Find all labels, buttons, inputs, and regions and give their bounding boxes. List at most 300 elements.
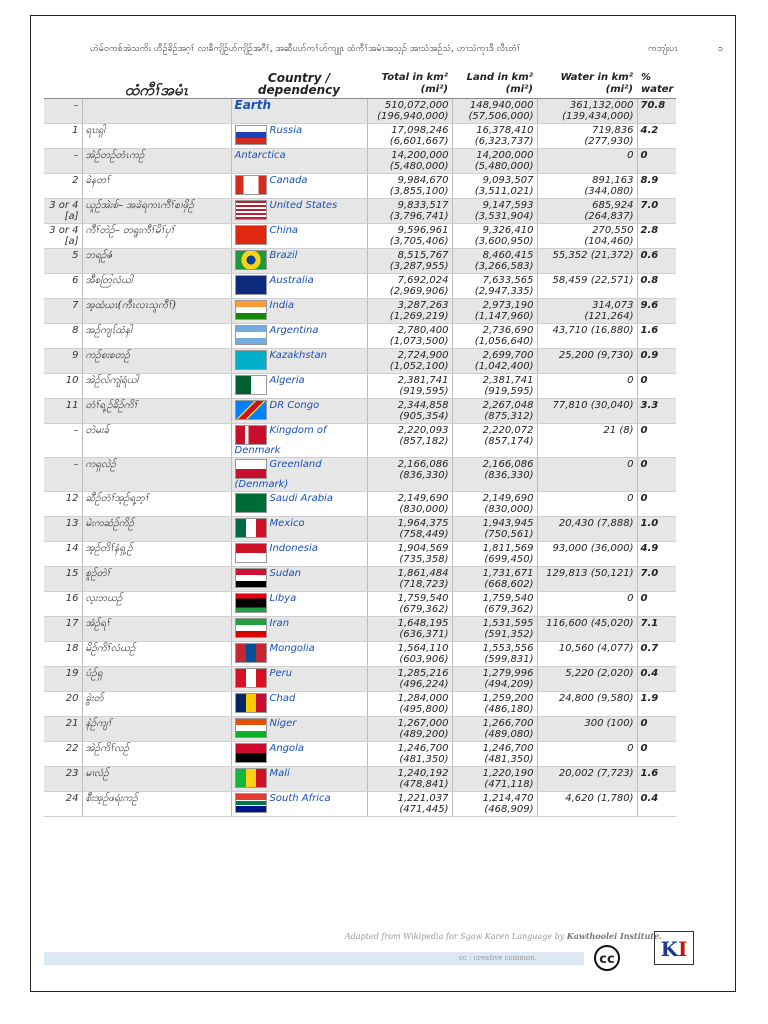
water-area-cell: [537, 224, 637, 249]
percent-water-cell: [637, 224, 676, 249]
table-row: [44, 374, 676, 399]
total-area-cell-text: 1,964,375 (758,449): [397, 518, 449, 540]
percent-water-cell-text: 7.1: [640, 618, 659, 629]
land-area-cell: [452, 792, 537, 817]
country-cell[interactable]: [231, 642, 367, 667]
local-name-cell-text: အံဉ်ရၢ်: [85, 618, 111, 629]
country-link[interactable]: Kingdom of Denmark: [234, 425, 327, 456]
country-link[interactable]: Mexico: [269, 518, 305, 529]
table-header-row: [44, 70, 676, 99]
land-area-cell: [452, 542, 537, 567]
country-link[interactable]: Algeria: [269, 375, 305, 386]
total-area-cell: [367, 299, 452, 324]
license-text: cc : creative common.: [459, 954, 537, 962]
percent-water-cell: [637, 424, 676, 458]
total-area-cell-text: 2,724,900 (1,052,100): [389, 350, 449, 372]
total-area-cell: [367, 567, 452, 592]
rank-cell-text: 13: [65, 518, 79, 529]
total-area-cell-text: 1,285,216 (496,224): [397, 668, 449, 690]
percent-water-cell: [637, 249, 676, 274]
land-area-cell-text: 2,149,690 (830,000): [482, 493, 534, 515]
rank-cell-text: 11: [65, 400, 79, 411]
country-cell[interactable]: [231, 492, 367, 517]
local-name-cell: [82, 692, 231, 717]
land-area-cell: [452, 99, 537, 124]
percent-water-cell-text: 1.6: [640, 768, 659, 779]
country-cell[interactable]: [231, 174, 367, 199]
rank-cell-text: 10: [65, 375, 79, 386]
water-area-cell: [537, 174, 637, 199]
creative-commons-icon: cc: [594, 945, 620, 971]
country-cell[interactable]: [231, 124, 367, 149]
land-area-cell-text: 1,246,700 (481,350): [482, 743, 534, 765]
country-link[interactable]: Greenland (Denmark): [234, 459, 322, 490]
rank-cell: [44, 99, 82, 124]
country-link[interactable]: Angola: [269, 743, 305, 754]
local-name-cell: [82, 149, 231, 174]
water-area-cell: [537, 792, 637, 817]
rank-cell-text: 15: [65, 568, 79, 579]
footer-credit-org: Kawthoolei Institute.: [566, 931, 662, 941]
water-area-cell-text: 77,810 (30,040): [552, 400, 634, 411]
header-water[interactable]: Water in km² (mi²): [537, 70, 637, 99]
local-name-cell-text: အဲဉ်ကိၢ်လဉ်: [85, 743, 130, 754]
flag-icon: [235, 568, 267, 588]
land-area-cell-text: 9,326,410 (3,600,950): [474, 225, 534, 247]
country-cell[interactable]: [231, 592, 367, 617]
total-area-cell: [367, 667, 452, 692]
country-cell[interactable]: [231, 517, 367, 542]
percent-water-cell: [637, 717, 676, 742]
table-row: [44, 667, 676, 692]
flag-icon: [235, 518, 267, 538]
local-name-cell-text: အဲဉ်တဉ်တံၤကဉ်: [85, 150, 145, 161]
country-cell[interactable]: [231, 767, 367, 792]
country-link[interactable]: Brazil: [269, 250, 298, 261]
land-area-cell: [452, 567, 537, 592]
rank-cell: [44, 399, 82, 424]
country-cell[interactable]: [231, 199, 367, 224]
country-link[interactable]: Niger: [269, 718, 297, 729]
table-row: [44, 249, 676, 274]
percent-water-cell-text: 1.0: [640, 518, 659, 529]
country-cell[interactable]: [231, 399, 367, 424]
country-cell[interactable]: [231, 299, 367, 324]
rank-cell: [44, 424, 82, 458]
total-area-cell: [367, 374, 452, 399]
flag-icon: [235, 743, 267, 763]
land-area-cell-text: 1,220,190 (471,118): [482, 768, 534, 790]
local-name-cell: [82, 458, 231, 492]
total-area-cell-text: 1,564,110 (603,906): [397, 643, 449, 665]
local-name-cell-text: အီစတြလံယါ: [85, 275, 133, 286]
header-percent-water[interactable]: % water: [637, 70, 676, 99]
land-area-cell-text: 16,378,410 (6,323,737): [474, 125, 534, 147]
country-cell[interactable]: [231, 617, 367, 642]
country-cell[interactable]: [231, 274, 367, 299]
country-cell[interactable]: [231, 542, 367, 567]
local-name-cell: [82, 349, 231, 374]
percent-water-cell-text: 7.0: [640, 200, 659, 211]
water-area-cell-text: 20,430 (7,888): [558, 518, 634, 529]
table-row: [44, 149, 676, 174]
land-area-cell-text: 2,699,700 (1,042,400): [474, 350, 534, 372]
percent-water-cell: [637, 567, 676, 592]
local-name-cell-text: ကီၢ်တဲဉ်– တရူးကီၢ်မိၢ်ပှၢ်: [85, 225, 175, 236]
total-area-cell: [367, 274, 452, 299]
local-name-cell-text: ဘရဉ်ဇံ: [85, 250, 113, 261]
percent-water-cell: [637, 592, 676, 617]
rank-cell-text: 7: [72, 300, 79, 311]
land-area-cell: [452, 149, 537, 174]
percent-water-cell-text: 4.2: [640, 125, 659, 136]
water-area-cell-text: 43,710 (16,880): [552, 325, 634, 336]
flag-icon: [235, 175, 267, 195]
rank-cell-text: 24: [65, 793, 79, 804]
water-area-cell-text: 270,550 (104,460): [584, 225, 634, 247]
table-row: [44, 224, 676, 249]
total-area-cell: [367, 767, 452, 792]
water-area-cell: [537, 642, 637, 667]
country-cell[interactable]: [231, 792, 367, 817]
rank-cell: [44, 767, 82, 792]
country-cell[interactable]: [231, 349, 367, 374]
rank-cell: [44, 324, 82, 349]
table-row: [44, 717, 676, 742]
water-area-cell-text: 58,459 (22,571): [552, 275, 634, 286]
water-area-cell: [537, 517, 637, 542]
rank-cell: [44, 667, 82, 692]
land-area-cell-text: 9,093,507 (3,511,021): [474, 175, 534, 197]
header-land[interactable]: Land in km² (mi²): [452, 70, 537, 99]
country-cell[interactable]: [231, 567, 367, 592]
total-area-cell: [367, 224, 452, 249]
total-area-cell: [367, 642, 452, 667]
local-name-cell-text: စီးအ့ဉ်ဖရံးကဉ်: [85, 793, 138, 804]
country-link[interactable]: Kazakhstan: [269, 350, 327, 361]
local-name-cell: [82, 717, 231, 742]
local-name-cell-text: ခွဲးတ်: [85, 693, 104, 704]
rank-cell-text: 8: [72, 325, 79, 336]
table-row: [44, 324, 676, 349]
country-cell[interactable]: [231, 249, 367, 274]
total-area-cell-text: 8,515,767 (3,287,955): [389, 250, 449, 272]
local-name-cell-text: တံၢ်ရ့ဉ်ခိဉ်ကိၢ်: [85, 400, 138, 411]
flag-icon: [235, 543, 267, 563]
percent-water-cell-text: 0.8: [640, 275, 659, 286]
water-area-cell: [537, 399, 637, 424]
table-row: [44, 274, 676, 299]
table-row: [44, 124, 676, 149]
flag-icon: [235, 250, 267, 270]
rank-cell: [44, 542, 82, 567]
water-area-cell: [537, 742, 637, 767]
local-name-cell: [82, 642, 231, 667]
percent-water-cell: [637, 149, 676, 174]
rank-cell: [44, 174, 82, 199]
local-name-cell: [82, 399, 231, 424]
country-cell[interactable]: [231, 324, 367, 349]
land-area-cell: [452, 592, 537, 617]
flag-icon: [235, 200, 267, 220]
percent-water-cell-text: 0: [640, 718, 648, 729]
total-area-cell-text: 1,648,195 (636,371): [397, 618, 449, 640]
land-area-cell-text: 1,531,595 (591,352): [482, 618, 534, 640]
country-link[interactable]: Antarctica: [234, 150, 286, 161]
percent-water-cell: [637, 299, 676, 324]
header-total[interactable]: Total in km² (mi²): [367, 70, 452, 99]
water-area-cell-text: 0: [627, 493, 634, 504]
table-row: [44, 567, 676, 592]
percent-water-cell-text: 0.4: [640, 668, 659, 679]
water-area-cell: [537, 299, 637, 324]
table-row: [44, 199, 676, 224]
water-area-cell: [537, 374, 637, 399]
country-link[interactable]: China: [269, 225, 299, 236]
rank-cell-text: 5: [72, 250, 79, 261]
rank-cell-text: 3 or 4 [a]: [49, 225, 79, 247]
rank-cell: [44, 742, 82, 767]
local-name-cell: [82, 492, 231, 517]
land-area-cell-text: 1,266,700 (489,080): [482, 718, 534, 740]
flag-icon: [235, 718, 267, 738]
country-cell[interactable]: [231, 667, 367, 692]
total-area-cell: [367, 349, 452, 374]
water-area-cell: [537, 767, 637, 792]
local-name-cell: [82, 542, 231, 567]
country-link[interactable]: Iran: [269, 618, 290, 629]
country-link[interactable]: Libya: [269, 593, 297, 604]
water-area-cell: [537, 492, 637, 517]
table-row: [44, 424, 676, 458]
country-cell[interactable]: [231, 692, 367, 717]
local-name-cell: [82, 374, 231, 399]
country-link[interactable]: Indonesia: [269, 543, 318, 554]
header-chapter: ကဘျံးပၤ: [648, 44, 678, 54]
table-row: [44, 592, 676, 617]
kawthoolei-institute-logo: KI: [654, 931, 694, 965]
local-name-cell: [82, 767, 231, 792]
water-area-cell-text: 0: [627, 375, 634, 386]
local-name-cell-text: လ့းဘယဉ်: [85, 593, 123, 604]
water-area-cell: [537, 458, 637, 492]
flag-icon: [235, 375, 267, 395]
land-area-cell-text: 1,731,671 (668,602): [482, 568, 534, 590]
land-area-cell-text: 8,460,415 (3,266,583): [474, 250, 534, 272]
header-local-name: ထံကီၢ်အမံၤ: [82, 70, 231, 99]
rank-cell-text: 17: [65, 618, 79, 629]
country-link[interactable]: Russia: [269, 125, 303, 136]
percent-water-cell: [637, 324, 676, 349]
local-name-cell-text: မိဉ်ကိၢ်လံယဉ်: [85, 643, 136, 654]
percent-water-cell-text: 4.9: [640, 543, 659, 554]
total-area-cell: [367, 458, 452, 492]
table-row: [44, 767, 676, 792]
header-page-number: ၁: [718, 44, 724, 54]
footer-credit-text: Adapted from Wikipedia for Sgaw Karen Language by: [345, 932, 565, 941]
country-cell[interactable]: [231, 458, 367, 492]
rank-cell-text: 18: [65, 643, 79, 654]
percent-water-cell: [637, 642, 676, 667]
country-link[interactable]: Argentina: [269, 325, 319, 336]
percent-water-cell: [637, 199, 676, 224]
land-area-cell-text: 1,259,200 (486,180): [482, 693, 534, 715]
rank-cell: [44, 224, 82, 249]
percent-water-cell-text: 0: [640, 375, 648, 386]
land-area-cell: [452, 249, 537, 274]
country-link[interactable]: Canada: [269, 175, 308, 186]
country-link[interactable]: Saudi Arabia: [269, 493, 333, 504]
header-country[interactable]: Country / dependency: [231, 70, 367, 99]
flag-icon: [235, 793, 267, 813]
total-area-cell-text: 1,904,569 (735,358): [397, 543, 449, 565]
land-area-cell-text: 1,759,540 (679,362): [482, 593, 534, 615]
percent-water-cell-text: 1.6: [640, 325, 659, 336]
flag-icon: [235, 668, 267, 688]
table-row: [44, 99, 676, 124]
water-area-cell-text: 25,200 (9,730): [558, 350, 634, 361]
water-area-cell: [537, 717, 637, 742]
land-area-cell: [452, 224, 537, 249]
percent-water-cell: [637, 767, 676, 792]
local-name-cell: [82, 124, 231, 149]
percent-water-cell-text: 70.8: [640, 100, 666, 111]
country-cell[interactable]: [231, 224, 367, 249]
percent-water-cell-text: 0: [640, 593, 648, 604]
land-area-cell-text: 1,811,569 (699,450): [482, 543, 534, 565]
water-area-cell-text: 21 (8): [603, 425, 634, 436]
local-name-cell-text: အ့ဉ်တိၢ်နံရှ့ဉ်: [85, 543, 133, 554]
percent-water-cell: [637, 742, 676, 767]
rank-cell: [44, 199, 82, 224]
footer-credit: [345, 931, 662, 941]
local-name-cell: [82, 667, 231, 692]
rank-cell-text: 12: [65, 493, 79, 504]
total-area-cell: [367, 517, 452, 542]
land-area-cell-text: 148,940,000 (57,506,000): [468, 100, 534, 122]
rank-cell: [44, 617, 82, 642]
water-area-cell: [537, 667, 637, 692]
water-area-cell-text: 5,220 (2,020): [565, 668, 634, 679]
local-name-cell-text: ကဉ်စးစတဉ်: [85, 350, 130, 361]
country-cell[interactable]: [231, 742, 367, 767]
rank-cell-text: 2: [72, 175, 79, 186]
land-area-cell: [452, 424, 537, 458]
percent-water-cell: [637, 692, 676, 717]
total-area-cell-text: 9,833,517 (3,796,741): [389, 200, 449, 222]
country-cell[interactable]: [231, 374, 367, 399]
country-cell[interactable]: [231, 99, 367, 124]
local-name-cell: [82, 424, 231, 458]
country-link[interactable]: Earth: [234, 98, 271, 112]
water-area-cell: [537, 567, 637, 592]
local-name-cell: [82, 567, 231, 592]
water-area-cell-text: 891,163 (344,080): [584, 175, 634, 197]
water-area-cell-text: 116,600 (45,020): [546, 618, 634, 629]
total-area-cell-text: 1,759,540 (679,362): [397, 593, 449, 615]
total-area-cell: [367, 692, 452, 717]
percent-water-cell: [637, 492, 676, 517]
rank-cell-text: 3 or 4 [a]: [49, 200, 79, 222]
water-area-cell: [537, 199, 637, 224]
percent-water-cell-text: 0: [640, 150, 648, 161]
table-row: [44, 617, 676, 642]
flag-icon: [235, 225, 267, 245]
total-area-cell-text: 2,220,093 (857,182): [397, 425, 449, 447]
country-link[interactable]: Peru: [269, 668, 293, 679]
country-link[interactable]: South Africa: [269, 793, 331, 804]
rank-cell: [44, 692, 82, 717]
total-area-cell-text: 1,861,484 (718,723): [397, 568, 449, 590]
local-name-cell: [82, 592, 231, 617]
country-link[interactable]: Sudan: [269, 568, 301, 579]
local-name-cell-text: ခဲနတၢ်: [85, 175, 111, 186]
percent-water-cell-text: 3.3: [640, 400, 659, 411]
total-area-cell-text: 1,267,000 (489,200): [397, 718, 449, 740]
table-row: [44, 299, 676, 324]
percent-water-cell: [637, 99, 676, 124]
percent-water-cell-text: 2.8: [640, 225, 659, 236]
local-name-cell-text: ပံဉ်ရှ: [85, 668, 103, 679]
rank-cell-text: 6: [72, 275, 79, 286]
land-area-cell: [452, 299, 537, 324]
country-link[interactable]: United States: [269, 200, 338, 211]
rank-cell: [44, 149, 82, 174]
water-area-cell: [537, 149, 637, 174]
percent-water-cell-text: 1.9: [640, 693, 659, 704]
table-row: [44, 642, 676, 667]
flag-icon: [235, 593, 267, 613]
table-row: [44, 517, 676, 542]
land-area-cell: [452, 667, 537, 692]
water-area-cell-text: 0: [627, 150, 634, 161]
country-link[interactable]: DR Congo: [269, 400, 320, 411]
total-area-cell: [367, 149, 452, 174]
percent-water-cell-text: 7.0: [640, 568, 659, 579]
country-cell[interactable]: [231, 149, 367, 174]
country-cell[interactable]: [231, 717, 367, 742]
local-name-cell-text: အဉ်ကျၤ်ထံနါ: [85, 325, 132, 336]
country-link[interactable]: Chad: [269, 693, 296, 704]
percent-water-cell-text: 8.9: [640, 175, 659, 186]
flag-icon: [235, 300, 267, 320]
land-area-cell: [452, 642, 537, 667]
rank-cell: [44, 124, 82, 149]
total-area-cell-text: 2,166,086 (836,330): [397, 459, 449, 481]
rank-cell: [44, 592, 82, 617]
local-name-cell: [82, 99, 231, 124]
land-area-cell-text: 1,553,556 (599,831): [482, 643, 534, 665]
flag-icon: [235, 325, 267, 345]
water-area-cell-text: 314,073 (121,264): [584, 300, 634, 322]
total-area-cell: [367, 174, 452, 199]
rank-cell: [44, 299, 82, 324]
country-link[interactable]: Australia: [269, 275, 314, 286]
rank-cell-text: 9: [72, 350, 79, 361]
water-area-cell: [537, 424, 637, 458]
land-area-cell-text: 2,381,741 (919,595): [482, 375, 534, 397]
country-link[interactable]: India: [269, 300, 295, 311]
country-link[interactable]: Mongolia: [269, 643, 315, 654]
country-cell[interactable]: [231, 424, 367, 458]
total-area-cell: [367, 742, 452, 767]
total-area-cell: [367, 124, 452, 149]
country-link[interactable]: Mali: [269, 768, 290, 779]
flag-icon: [235, 768, 267, 788]
rank-cell: [44, 458, 82, 492]
land-area-cell-text: 2,166,086 (836,330): [482, 459, 534, 481]
water-area-cell-text: 4,620 (1,780): [565, 793, 634, 804]
